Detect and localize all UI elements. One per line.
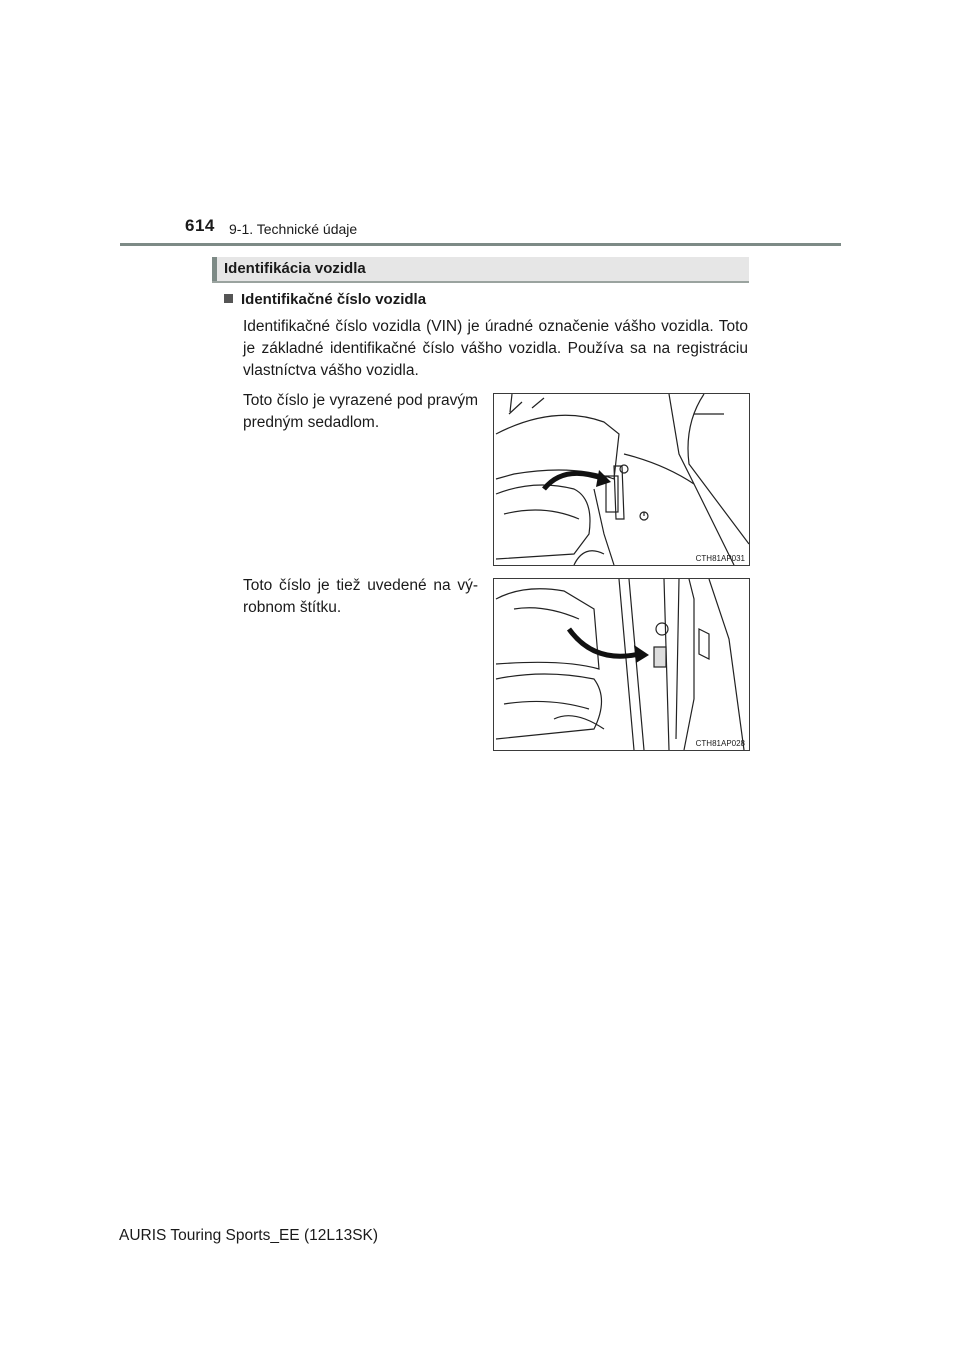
page-number: 614 — [185, 216, 215, 235]
section-bar-accent — [212, 257, 217, 281]
subheading-text: Identifikačné číslo vozidla — [241, 291, 427, 308]
subheading — [224, 291, 426, 308]
square-bullet-icon — [224, 294, 233, 303]
figure-2-illustration — [494, 579, 749, 750]
figure-2-code: CTH81AP028 — [695, 739, 745, 748]
section-title-bar — [212, 257, 749, 283]
intro-paragraph: Identifikačné číslo vozidla (VIN) je úradné označenie vášho vozidla. Toto je základné identifikačné číslo vášho vozidla. Používa sa na registráciu vlastníctva vášho vozidla. — [243, 318, 748, 379]
figure-1-illustration — [494, 394, 749, 565]
section-title: Identifikácia vozidla — [224, 260, 366, 277]
figure-1-code: CTH81AP031 — [695, 554, 745, 563]
chapter-title: 9-1. Technické údaje — [229, 221, 358, 237]
figure-2-vin-label — [493, 578, 750, 751]
header-divider — [120, 243, 841, 246]
figure-2-caption: Toto číslo je tiež uvedené na výrobnom štítku. — [243, 577, 478, 616]
figure-1-caption: Toto číslo je vyrazené pod pravým predným sedadlom. — [243, 392, 478, 431]
footer-model-code: AURIS Touring Sports_EE (12L13SK) — [119, 1227, 379, 1244]
figure-1-vin-under-seat — [493, 393, 750, 566]
